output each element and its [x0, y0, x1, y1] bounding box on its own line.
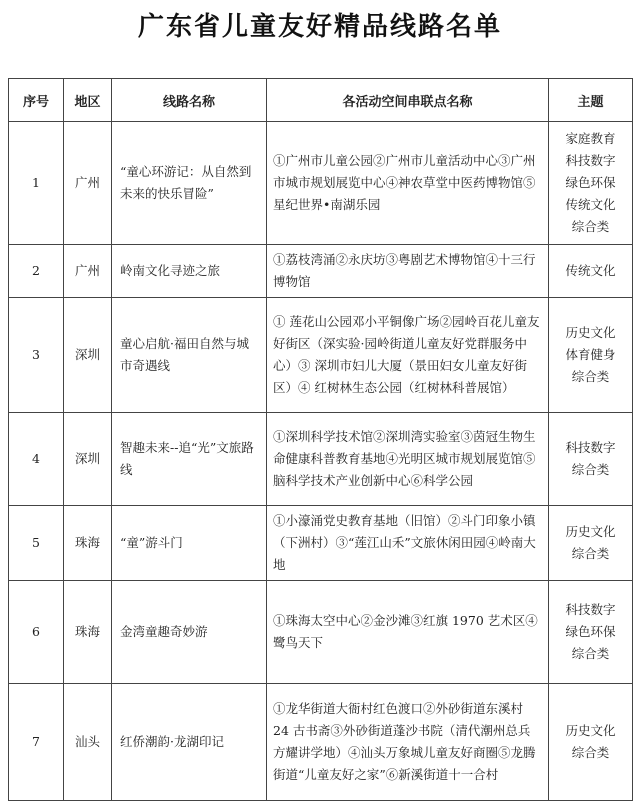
row-spaces: ①广州市儿童公园②广州市儿童活动中心③广州市城市规划展览中心④神农草堂中医药博物馆⑤星纪世界•南湖乐园 [267, 122, 549, 245]
table-row [9, 298, 633, 413]
theme-tag: 家庭教育 [565, 131, 616, 146]
table-row [9, 245, 633, 298]
theme-tag: 历史文化 [565, 723, 616, 738]
row-theme [549, 684, 633, 801]
row-route: 童心启航·福田自然与城市奇遇线 [112, 298, 267, 413]
row-spaces: ① 莲花山公园邓小平铜像广场②园岭百花儿童友好街区（深实验·园岭街道儿童友好党群服务中心）③ 深圳市妇儿大厦（景田妇女儿童友好街区）④ 红树林生态公园（红树林科普展馆） [267, 298, 549, 413]
row-region: 珠海 [64, 581, 112, 684]
row-region: 珠海 [64, 506, 112, 581]
row-region: 深圳 [64, 298, 112, 413]
theme-tag: 综合类 [571, 462, 610, 477]
table-row [9, 684, 633, 801]
theme-tag: 综合类 [571, 369, 610, 384]
theme-tag: 综合类 [571, 646, 610, 661]
row-theme [549, 298, 633, 413]
row-no: 5 [9, 506, 64, 581]
routes-table [8, 78, 633, 801]
row-spaces: ①珠海太空中心②金沙滩③红旗 1970 艺术区④鹭鸟天下 [267, 581, 549, 684]
theme-tag: 科技数字 [565, 602, 616, 617]
theme-tag: 历史文化 [565, 524, 616, 539]
row-no: 4 [9, 413, 64, 506]
row-spaces: ①荔枝湾涌②永庆坊③粤剧艺术博物馆④十三行博物馆 [267, 245, 549, 298]
row-no: 1 [9, 122, 64, 245]
row-theme [549, 506, 633, 581]
row-theme [549, 581, 633, 684]
row-route: “童心环游记：从自然到未来的快乐冒险” [112, 122, 267, 245]
header-region: 地区 [64, 79, 112, 122]
theme-tag: 体育健身 [565, 347, 616, 362]
theme-tag: 综合类 [571, 546, 610, 561]
theme-tag: 传统文化 [565, 263, 616, 278]
row-region: 汕头 [64, 684, 112, 801]
row-theme [549, 245, 633, 298]
theme-tag: 综合类 [571, 219, 610, 234]
table-row [9, 122, 633, 245]
table-row [9, 413, 633, 506]
row-no: 6 [9, 581, 64, 684]
row-no: 3 [9, 298, 64, 413]
theme-tag: 综合类 [571, 745, 610, 760]
header-spaces: 各活动空间串联点名称 [267, 79, 549, 122]
row-region: 广州 [64, 245, 112, 298]
table-row [9, 506, 633, 581]
row-no: 2 [9, 245, 64, 298]
theme-tag: 科技数字 [565, 440, 616, 455]
table-row [9, 581, 633, 684]
row-spaces: ①深圳科学技术馆②深圳湾实验室③茵冠生物生命健康科普教育基地④光明区城市规划展览馆⑤脑科学技术产业创新中心⑥科学公园 [267, 413, 549, 506]
header-route: 线路名称 [112, 79, 267, 122]
theme-tag: 科技数字 [565, 153, 616, 168]
theme-tag: 历史文化 [565, 325, 616, 340]
row-no: 7 [9, 684, 64, 801]
row-route: 岭南文化寻迹之旅 [112, 245, 267, 298]
row-region: 深圳 [64, 413, 112, 506]
row-route: “童”游斗门 [112, 506, 267, 581]
row-theme [549, 122, 633, 245]
page-title: 广东省儿童友好精品线路名单 [137, 12, 502, 42]
row-route: 智趣未来--追“光”文旅路线 [112, 413, 267, 506]
row-theme [549, 413, 633, 506]
row-route: 金湾童趣奇妙游 [112, 581, 267, 684]
row-region: 广州 [64, 122, 112, 245]
table-header-row [9, 79, 633, 122]
header-theme: 主题 [549, 79, 633, 122]
row-spaces: ①小濠涌党史教育基地（旧馆）②斗门印象小镇（下洲村）③“莲江山禾”文旅休闲田园④岭南大地 [267, 506, 549, 581]
header-no: 序号 [9, 79, 64, 122]
row-spaces: ①龙华街道大衙村红色渡口②外砂街道东溪村 24 古书斋③外砂街道蓬沙书院（清代潮州总兵方耀讲学地）④汕头万象城儿童友好商圈⑤龙腾街道“儿童友好之家”⑥新溪街道十一合村 [267, 684, 549, 801]
theme-tag: 绿色环保 [565, 624, 616, 639]
theme-tag: 传统文化 [565, 197, 616, 212]
theme-tag: 绿色环保 [565, 175, 616, 190]
row-route: 红侨潮韵·龙湖印记 [112, 684, 267, 801]
